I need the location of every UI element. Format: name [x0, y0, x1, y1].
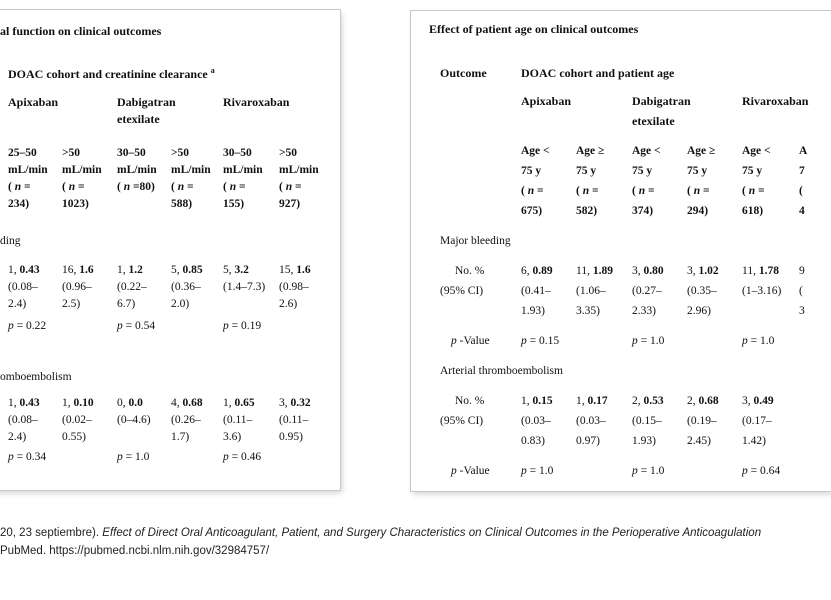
right-header-col4-line2: ( n = — [742, 185, 765, 197]
right-bleeding-cell4-count: 11, 1.78 — [742, 265, 779, 277]
left-thrombo-cell3-ci1: (0.26– — [171, 414, 201, 426]
left-header-col2-line1: mL/min — [117, 164, 157, 176]
right-header-col1-line3: 582) — [576, 205, 598, 217]
right-header-col3-line3: 294) — [687, 205, 709, 217]
left-header-col3-line3: 588) — [171, 198, 193, 210]
right-header-col0-line0: Age < — [521, 145, 550, 157]
right-bleeding-cell2-count: 3, 0.80 — [632, 265, 664, 277]
left-bleeding-cell3-ci2: 2.0) — [171, 298, 190, 310]
left-bleeding-cell1-ci2: 2.5) — [62, 298, 81, 310]
right-table-title: Effect of patient age on clinical outcomes — [429, 22, 639, 36]
citation — [0, 524, 820, 560]
left-thrombo-cell1-count: 1, 0.10 — [62, 397, 94, 409]
left-bleeding-cell5-ci1: (0.98– — [279, 281, 309, 293]
left-thrombo-cell4-count: 1, 0.65 — [223, 397, 255, 409]
right-drug-rivaroxaban: Rivaroxaban — [742, 94, 809, 108]
left-bleeding-p1: p = 0.54 — [117, 320, 156, 332]
left-drug-etexilate: etexilate — [117, 112, 160, 126]
right-header-col3-line0: Age ≥ — [687, 145, 716, 157]
right-row-label-no-pct: No. % — [455, 265, 485, 277]
right-header-col4-line0: Age < — [742, 145, 771, 157]
left-header-col3-line1: mL/min — [171, 164, 211, 176]
left-bleeding-cell2-ci2: 6.7) — [117, 298, 136, 310]
left-table-title: al function on clinical outcomes — [0, 24, 162, 38]
right-section-major-bleeding: Major bleeding — [440, 235, 511, 247]
left-thrombo-cell4-ci2: 3.6) — [223, 431, 242, 443]
left-bleeding-p0: p = 0.22 — [8, 320, 47, 332]
right-arterial-cell2-ci1: (0.15– — [632, 415, 662, 427]
left-header-col3-line2: ( n = — [171, 181, 194, 193]
citation-line-2[interactable]: PubMed. https://pubmed.ncbi.nlm.nih.gov/32984757/ — [0, 545, 270, 557]
right-pvalue-label-2: p -Value — [451, 465, 490, 477]
left-header-col0-line1: mL/min — [8, 164, 48, 176]
left-header-col5-line0: >50 — [279, 147, 298, 159]
left-thrombo-cell3-ci2: 1.7) — [171, 431, 190, 443]
left-thrombo-cell4-ci1: (0.11– — [223, 414, 253, 426]
right-header-col1-line0: Age ≥ — [576, 145, 605, 157]
right-header-col2-line3: 374) — [632, 205, 654, 217]
right-bleeding-cell1-ci1: (1.06– — [576, 285, 606, 297]
right-arterial-cell0-ci1: (0.03– — [521, 415, 551, 427]
right-pvalue-label-1: p -Value — [451, 335, 490, 347]
left-thrombo-cell1-ci1: (0.02– — [62, 414, 92, 426]
left-bleeding-cell4-count: 5, 3.2 — [223, 264, 249, 276]
right-header-col1-line1: 75 y — [576, 165, 597, 177]
left-section-bleeding: ding — [0, 235, 21, 247]
left-header-col4-line2: ( n = — [223, 181, 246, 193]
right-header-col2-line2: ( n = — [632, 185, 655, 197]
right-row-label-ci: (95% CI) — [440, 285, 484, 297]
right-arterial-cell2-ci2: 1.93) — [632, 435, 656, 447]
left-header-col3-line0: >50 — [171, 147, 190, 159]
left-bleeding-cell1-ci1: (0.96– — [62, 281, 92, 293]
right-row-label-no-pct-2: No. % — [455, 395, 485, 407]
right-header-col0-line1: 75 y — [521, 165, 542, 177]
right-header-col5-line3: 4 — [799, 205, 805, 217]
right-bleeding-cell4-ci1: (1–3.16) — [742, 285, 782, 297]
right-bleeding-cell0-ci1: (0.41– — [521, 285, 551, 297]
right-bleeding-cell5-ci2: 3 — [799, 305, 805, 317]
left-header-col4-line0: 30–50 — [223, 147, 252, 159]
right-header-col2-line1: 75 y — [632, 165, 653, 177]
right-header-col5-line1: 7 — [799, 165, 805, 177]
left-header-col4-line1: mL/min — [223, 164, 263, 176]
right-header-col2-line0: Age < — [632, 145, 661, 157]
left-bleeding-cell5-ci2: 2.6) — [279, 298, 298, 310]
right-bleeding-cell5-count: 9 — [799, 265, 805, 277]
right-bleeding-cell3-ci2: 2.96) — [687, 305, 711, 317]
left-thrombo-cell2-ci1: (0–4.6) — [117, 414, 151, 426]
left-cohort-header: DOAC cohort and creatinine clearance $^a$ — [8, 66, 215, 81]
right-arterial-cell3-ci2: 2.45) — [687, 435, 711, 447]
right-bleeding-cell0-count: 6, 0.89 — [521, 265, 553, 277]
left-thrombo-cell3-count: 4, 0.68 — [171, 397, 203, 409]
right-arterial-p1: p = 1.0 — [632, 465, 665, 477]
right-arterial-cell4-count: 3, 0.49 — [742, 395, 774, 407]
right-drug-etexilate: etexilate — [632, 114, 675, 128]
left-bleeding-cell4-ci1: (1.4–7.3) — [223, 281, 266, 293]
left-header-col4-line3: 155) — [223, 198, 245, 210]
left-thrombo-cell0-ci2: 2.4) — [8, 431, 27, 443]
right-header-col4-line3: 618) — [742, 205, 764, 217]
left-drug-apixaban: Apixaban — [8, 95, 59, 109]
left-bleeding-cell2-ci1: (0.22– — [117, 281, 147, 293]
right-drug-dabigatran: Dabigatran — [632, 94, 691, 108]
right-bleeding-cell3-count: 3, 1.02 — [687, 265, 719, 277]
right-table-panel — [411, 11, 831, 491]
left-thrombo-cell2-count: 0, 0.0 — [117, 397, 143, 409]
left-header-col0-line3: 234) — [8, 198, 30, 210]
right-arterial-cell1-ci1: (0.03– — [576, 415, 606, 427]
left-bleeding-cell3-ci1: (0.36– — [171, 281, 201, 293]
left-bleeding-cell2-count: 1, 1.2 — [117, 264, 143, 276]
left-bleeding-cell0-ci1: (0.08– — [8, 281, 38, 293]
right-bleeding-cell2-ci1: (0.27– — [632, 285, 662, 297]
left-header-col1-line1: mL/min — [62, 164, 102, 176]
right-arterial-cell4-ci2: 1.42) — [742, 435, 766, 447]
right-section-arterial-thromboembolism: Arterial thromboembolism — [440, 365, 563, 377]
left-thrombo-cell1-ci2: 0.55) — [62, 431, 86, 443]
left-table-panel — [0, 10, 340, 490]
right-row-label-ci-2: (95% CI) — [440, 415, 484, 427]
left-header-col5-line2: ( n = — [279, 181, 302, 193]
right-bleeding-p1: p = 1.0 — [632, 335, 665, 347]
right-arterial-p0: p = 1.0 — [521, 465, 554, 477]
right-bleeding-cell2-ci2: 2.33) — [632, 305, 656, 317]
right-outcome-header: Outcome — [440, 66, 487, 80]
left-header-col2-line0: 30–50 — [117, 147, 146, 159]
left-bleeding-cell0-count: 1, 0.43 — [8, 264, 40, 276]
right-header-col3-line1: 75 y — [687, 165, 708, 177]
right-bleeding-cell0-ci2: 1.93) — [521, 305, 545, 317]
left-thrombo-cell0-count: 1, 0.43 — [8, 397, 40, 409]
left-header-col5-line3: 927) — [279, 198, 301, 210]
citation-line-1: 20, 23 septiembre). Effect of Direct Oral Anticoagulant, Patient, and Surgery Characteristics on Clinical Outcomes in the Perioperative Anticoagulation — [0, 527, 762, 539]
left-bleeding-cell1-count: 16, 1.6 — [62, 264, 94, 276]
right-arterial-cell3-count: 2, 0.68 — [687, 395, 719, 407]
left-thrombo-cell0-ci1: (0.08– — [8, 414, 38, 426]
right-bleeding-cell1-ci2: 3.35) — [576, 305, 600, 317]
right-arterial-cell4-ci1: (0.17– — [742, 415, 772, 427]
left-bleeding-cell3-count: 5, 0.85 — [171, 264, 203, 276]
right-arterial-cell2-count: 2, 0.53 — [632, 395, 664, 407]
left-header-col0-line0: 25–50 — [8, 147, 37, 159]
left-section-thromboembolism: omboembolism — [0, 371, 72, 383]
right-arterial-cell1-count: 1, 0.17 — [576, 395, 608, 407]
right-arterial-cell3-ci1: (0.19– — [687, 415, 717, 427]
left-thrombo-cell5-ci2: 0.95) — [279, 431, 303, 443]
right-header-col4-line1: 75 y — [742, 165, 763, 177]
right-arterial-cell0-ci2: 0.83) — [521, 435, 545, 447]
left-bleeding-p2: p = 0.19 — [223, 320, 262, 332]
left-thrombo-cell5-count: 3, 0.32 — [279, 397, 311, 409]
left-header-col5-line1: mL/min — [279, 164, 319, 176]
right-header-col3-line2: ( n = — [687, 185, 710, 197]
left-header-col1-line0: >50 — [62, 147, 81, 159]
right-drug-apixaban: Apixaban — [521, 94, 572, 108]
left-drug-rivaroxaban: Rivaroxaban — [223, 95, 290, 109]
right-arterial-cell1-ci2: 0.97) — [576, 435, 600, 447]
left-thrombo-p1: p = 1.0 — [117, 451, 150, 463]
left-header-col0-line2: ( n = — [8, 181, 31, 193]
left-thrombo-cell5-ci1: (0.11– — [279, 414, 309, 426]
left-drug-dabigatran: Dabigatran — [117, 95, 176, 109]
right-bleeding-cell1-count: 11, 1.89 — [576, 265, 613, 277]
right-header-col1-line2: ( n = — [576, 185, 599, 197]
right-bleeding-p0: p = 0.15 — [521, 335, 560, 347]
left-header-col1-line3: 1023) — [62, 198, 89, 210]
left-bleeding-cell5-count: 15, 1.6 — [279, 264, 311, 276]
right-header-col0-line2: ( n = — [521, 185, 544, 197]
right-bleeding-cell3-ci1: (0.35– — [687, 285, 717, 297]
right-cohort-header: DOAC cohort and patient age — [521, 66, 675, 80]
right-arterial-p2: p = 0.64 — [742, 465, 781, 477]
left-header-col2-line2: ( n =80) — [117, 181, 155, 193]
right-bleeding-p2: p = 1.0 — [742, 335, 775, 347]
left-header-col1-line2: ( n = — [62, 181, 85, 193]
left-thrombo-p0: p = 0.34 — [8, 451, 47, 463]
left-bleeding-cell0-ci2: 2.4) — [8, 298, 27, 310]
right-arterial-cell0-count: 1, 0.15 — [521, 395, 553, 407]
right-header-col5-line2: ( — [799, 185, 803, 197]
left-thrombo-p2: p = 0.46 — [223, 451, 262, 463]
right-header-col0-line3: 675) — [521, 205, 543, 217]
right-bleeding-cell5-ci1: ( — [799, 285, 803, 297]
right-header-col5-line0: A — [799, 145, 808, 157]
